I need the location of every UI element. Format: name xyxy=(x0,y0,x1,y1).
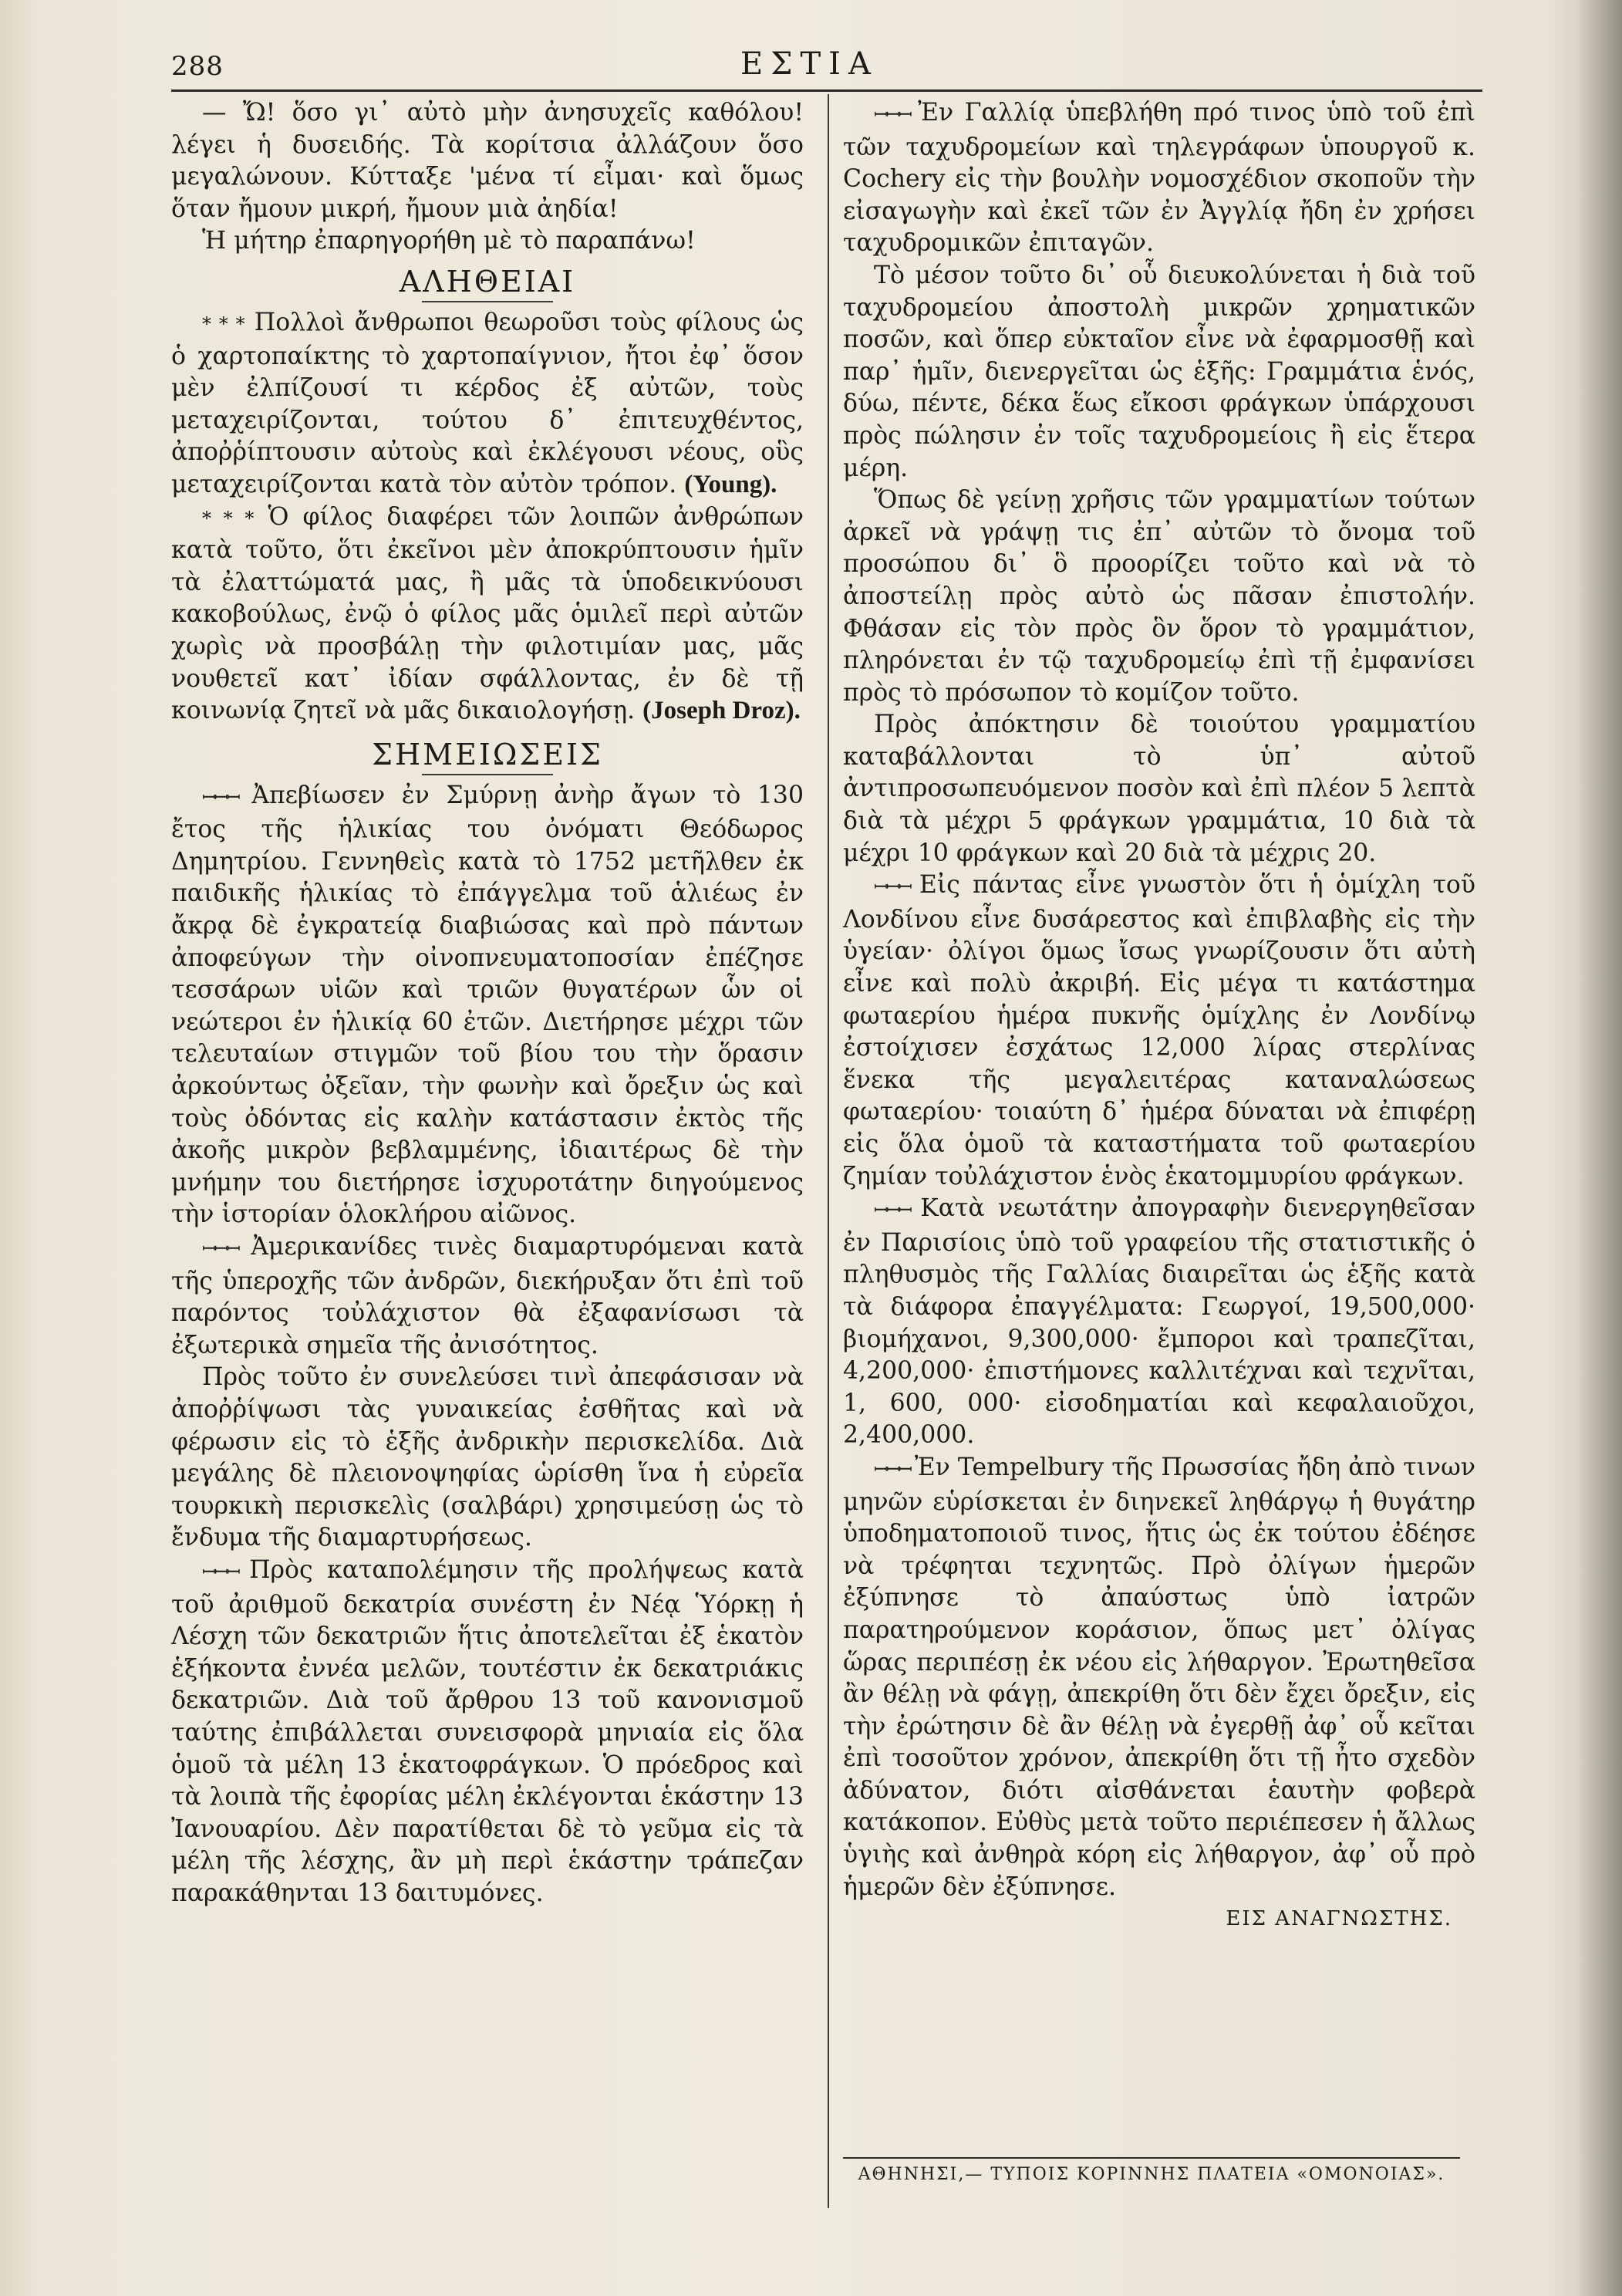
footer-rule xyxy=(843,2157,1460,2159)
ornament-icon: ꟷꟷꟷ xyxy=(202,788,252,808)
note-paragraph xyxy=(843,1193,1475,1452)
ornament-icon: ꟷꟷꟷ xyxy=(874,1201,921,1221)
section-heading-aletheiai: ΑΛΗΘΕΙΑΙ xyxy=(399,264,576,299)
note-text: Πρὸς ἀπόκτησιν δὲ τοιούτου γραμματίου καταβάλλονται τὸ ὑπ᾽ αὐτοῦ ἀντιπροσωπευόμενον ποσὸν καὶ ἐπὶ πλέον 5 λεπτὰ διὰ τὰ μέχρι 5 φράγκων γραμμάτια, 10 διὰ τὰ μέχρι 10 φράγκων καὶ 20 διὰ τὰ μέχρις 20. xyxy=(843,711,1475,867)
dialogue-paragraph: — Ὤ! ὅσο γι᾽ αὐτὸ μὴν ἀνησυχεῖς καθόλου! λέγει ἡ δυσειδής. Τὰ κορίτσια ἀλλάζουν ὅσο μεγαλώνουν. Κύτταξε 'μένα τί εἶμαι· καὶ ὅμως ὅταν ἤμουν μικρή, ἤμουν μιὰ ἀηδία! xyxy=(171,99,804,223)
section-heading-semeioseis: ΣΗΜΕΙΩΣΕΙΣ xyxy=(372,737,603,772)
note-paragraph xyxy=(843,260,1475,485)
note-text: Πρὸς καταπολέμησιν τῆς προλήψεως κατὰ τοῦ ἀριθμοῦ δεκατρία συνέστη ἐν Νέᾳ Ὑόρκῃ ἡ Λέσχη τῶν δεκατριῶν ἥτις ἀποτελεῖται ἐξ ἑκατὸν ἑξήκοντα ἐννέα μελῶν, τουτέστιν ἐκ δεκατριάκις δεκατριῶν. Διὰ τοῦ ἄρθρου 13 τοῦ κανονισμοῦ ταύτης ἐπιβάλλεται συνεισφορὰ μηνιαία εἰς ὅλα ὁμοῦ τὰ μέλη 13 ἑκατοφράγκων. Ὁ πρόεδρος καὶ τὰ λοιπὰ τῆς ἐφορίας μέλη ἐκλέγονται ἑκάστην 13 Ἰανουαρίου. Δὲν παρατίθεται δὲ τὸ γεῦμα εἰς τὰ μέλη τῆς λέσχης, ἂν μὴ περὶ ἑκάστην τράπεζαν παρακάθηνται 13 δαιτυμόνες. xyxy=(171,1555,804,1907)
heading-rule xyxy=(422,301,553,302)
signature: ΕΙΣ ΑΝΑΓΝΩΣΤΗΣ. xyxy=(1226,1907,1452,1931)
note-paragraph xyxy=(843,97,1475,260)
maxim-text: Ὁ φίλος διαφέρει τῶν λοιπῶν ἀνθρώπων κατὰ τοῦτο, ὅτι ἐκεῖνοι μὲν ἀποκρύπτουσιν ἡμῖν τὰ ἐλαττώματά μας, ἢ μᾶς τὰ ὑποδεικνύουσι κακοβούλως, ἐνῷ ὁ φίλος μᾶς ὁμιλεῖ περὶ αὐτῶν χωρὶς νὰ προσβάλῃ τὴν φιλοτιμίαν μας, μᾶς νουθετεῖ κατ᾽ ἰδίαν σφάλλοντας, ἐν δὲ τῇ κοινωνίᾳ ζητεῖ νὰ μᾶς δικαιολογήσῃ. xyxy=(171,502,804,725)
maxim-paragraph xyxy=(171,501,804,728)
note-paragraph xyxy=(171,1231,804,1362)
note-text: Τὸ μέσον τοῦτο δι᾽ οὗ διευκολύνεται ἡ διὰ τοῦ ταχυδρομείου ἀποστολὴ μικρῶν χρηματικῶν ποσῶν, καὶ ὅπερ εὐκταῖον εἶνε νὰ ἐφαρμοσθῇ καὶ παρ᾽ ἡμῖν, διενεργεῖται ὡς ἑξῆς: Γραμμάτια ἑνός, δύω, πέντε, δέκα ἕως εἴκοσι φράγκων ὑπάρχουσι πρὸς πώλησιν ἐν τοῖς ταχυδρομείοις ἢ εἰς ἕτερα μέρη. xyxy=(843,261,1475,482)
note-text: Ὅπως δὲ γείνῃ χρῆσις τῶν γραμματίων τούτων ἀρκεῖ νὰ γράψῃ τις ἐπ᾽ αὐτῶν τὸ ὄνομα τοῦ προσώπου δι᾽ ὃ προορίζει τοῦτο καὶ νὰ τὸ ἀποστείλῃ πρὸς αὐτὸ ὡς πᾶσαν ἐπιστολήν. Φθάσαν εἰς τὸν πρὸς ὃν ὅρον τὸ γραμμάτιον, πληρόνεται ἐν τῷ ταχυδρομείῳ ἐπὶ τῇ ἐμφανίσει πρὸς τὸ πρόσωπον τὸ κομίζον τοῦτο. xyxy=(843,486,1475,707)
header-rule xyxy=(171,89,1482,92)
note-paragraph xyxy=(171,1362,804,1555)
maxim-author: (Young). xyxy=(684,470,777,498)
running-title: ΕΣΤΙΑ xyxy=(740,46,878,82)
note-text: Ἐν Γαλλίᾳ ὑπεβλήθη πρό τινος ὑπὸ τοῦ ἐπὶ τῶν ταχυδρομείων καὶ τηλεγράφων ὑπουργοῦ κ. Cochery εἰς τὴν βουλὴν νομοσχέδιον σκοποῦν τὴν εἰσαγωγὴν καὶ ἐκεῖ τῶν ἐν Ἀγγλίᾳ ἤδη ἐν χρήσει ταχυδρομικῶν ἐπιταγῶν. xyxy=(843,99,1476,258)
note-text: Κατὰ νεωτάτην ἀπογραφὴν διενεργηθεῖσαν ἐν Παρισίοις ὑπὸ τοῦ γραφείου τῆς στατιστικῆς ὁ πληθυσμὸς τῆς Γαλλίας διαιρεῖται ὡς ἑξῆς κατὰ τὰ διάφορα ἐπαγγέλματα: Γεωργοί, 19,500,000· βιομήχανοι, 9,300,000· ἔμποροι καὶ τραπεζῖται, 4,200,000· ἐπιστήμονες καλλιτέχναι καὶ τεχνῖται, 1, 600, 000· εἰσοδηματίαι καὶ κεφαλαιοῦχοι, 2,400,000. xyxy=(843,1194,1475,1450)
note-text: Πρὸς τοῦτο ἐν συνελεύσει τινὶ ἀπεφάσισαν νὰ ἀποῤῥίψωσι τὰς γυναικείας ἐσθῆτας καὶ νὰ φέρωσιν εἰς τὸ ἑξῆς ἀνδρικὴν περισκελίδα. Διὰ μεγάλης δὲ πλειονοψηφίας ὡρίσθη ἵνα ἡ εὐρεῖα τουρκικὴ περισκελὶς (σαλβάρι) χρησιμεύσῃ ὡς τὸ ἔνδυμα τῆς διαμαρτυρήσεως. xyxy=(171,1363,804,1552)
note-paragraph xyxy=(843,485,1475,709)
ornament-icon: ꟷꟷꟷ xyxy=(874,878,919,898)
asterism-mark: * * * xyxy=(202,312,245,335)
dialogue-paragraph: Ἡ μήτηρ ἐπαρηγορήθη μὲ τὸ παραπάνω! xyxy=(202,227,696,255)
maxim-author: (Joseph Droz). xyxy=(642,697,801,725)
page-edge-shadow xyxy=(1576,0,1622,2296)
asterism-mark: * * * xyxy=(202,507,255,529)
note-paragraph xyxy=(843,869,1475,1193)
page-number: 288 xyxy=(171,51,224,82)
maxim-paragraph xyxy=(171,307,804,501)
right-column xyxy=(843,97,1475,1936)
note-paragraph xyxy=(843,709,1475,869)
ornament-icon: ꟷꟷꟷ xyxy=(874,1460,915,1480)
left-column xyxy=(171,97,804,1909)
ornament-icon: ꟷꟷꟷ xyxy=(874,106,919,125)
note-text: Ἀπεβίωσεν ἐν Σμύρνῃ ἀνὴρ ἄγων τὸ 130 ἔτος τῆς ἡλικίας του ὀνόματι Θεόδωρος Δημητρίου. Γεννηθεὶς κατὰ τὸ 1752 μετῆλθεν ἐκ παιδικῆς ἡλικίας τὸ ἐπάγγελμα τοῦ ἁλιέως ἐν ἄκρᾳ δὲ ἐγκρατείᾳ διαβιώσας καὶ πρὸ πάντων ἀποφεύγων τὴν οἰνοπνευματοποσίαν ἐπέζησε τεσσάρων υἱῶν καὶ τριῶν θυγατέρων ὧν οἱ νεώτεροι ἐν ἡλικίᾳ 60 ἐτῶν. Διετήρησε μέχρι τῶν τελευταίων στιγμῶν τοῦ βίου του τὴν ὅρασιν ἀρκούντως ὀξεῖαν, τὴν φωνὴν καὶ ὄρεξιν ὡς καὶ τοὺς ὀδόντας εἰς καλὴν κατάστασιν ἐκτὸς τῆς ἀκοῆς μικρὸν βεβλαμμένης, ἰδιαιτέρως δὲ τὴν μνήμην του διετήρησε ἰσχυροτάτην διηγούμενος τὴν ἱστορίαν ὁλοκλήρου αἰῶνος. xyxy=(171,781,804,1229)
note-paragraph xyxy=(171,1555,804,1910)
note-paragraph xyxy=(843,1452,1475,1903)
printer-imprint: ΑΘΗΝΗΣΙ,— ΤΥΠΟΙΣ ΚΟΡΙΝΝΗΣ ΠΛΑΤΕΙΑ «ΟΜΟΝΟΙΑΣ». xyxy=(858,2165,1445,2184)
ornament-icon: ꟷꟷꟷ xyxy=(202,1240,251,1259)
heading-rule xyxy=(422,774,553,775)
column-divider xyxy=(828,94,829,2208)
ornament-icon: ꟷꟷꟷ xyxy=(202,1562,250,1582)
note-paragraph xyxy=(171,780,804,1231)
maxim-text: Πολλοὶ ἄνθρωποι θεωροῦσι τοὺς φίλους ὡς ὁ χαρτοπαίκτης τὸ χαρτοπαίγνιον, ἤτοι ἐφ᾽ ὅσον μὲν ἐλπίζουσί τι κέρδος ἐξ αὐτῶν, τοὺς μεταχειρίζονται, τούτου δ᾽ ἐπιτευχθέντος, ἀποῤῥίπτουσιν αὐτοὺς καὶ ἐκλέγουσι νέους, οὓς μεταχειρίζονται κατὰ τὸν αὐτὸν τρόπον. xyxy=(171,308,804,498)
note-text: Εἰς πάντας εἶνε γνωστὸν ὅτι ἡ ὁμίχλη τοῦ Λονδίνου εἶνε δυσάρεστος καὶ ἐπιβλαβὴς εἰς τὴν ὑγείαν· ὀλίγοι ὅμως ἴσως γνωρίζουσιν ὅτι αὐτὴ εἶνε καὶ πολὺ ἀκριβή. Εἰς μέγα τι κατάστημα φωταερίου ἡμέρα πυκνῆς ὁμίχλης ἐν Λονδίνῳ ἐστοίχισεν ἐσχάτως 12,000 λίρας στερλίνας ἕνεκα τῆς μεγαλειτέρας καταναλώσεως φωταερίου· τοιαύτη δ᾽ ἡμέρα δύναται νὰ ἐπιφέρῃ εἰς ὅλα ὁμοῦ τὰ καταστήματα τοῦ φωταερίου ζημίαν τοὐλάχιστον ἑνὸς ἑκατομμυρίου φράγκων. xyxy=(843,871,1476,1190)
note-text: Ἀμερικανίδες τινὲς διαμαρτυρόμεναι κατὰ τῆς ὑπεροχῆς τῶν ἀνδρῶν, διεκήρυξαν ὅτι ἐπὶ τοῦ παρόντος τοὐλάχιστον θὰ ἐξαφανίσωσι τὰ ἐξωτερικὰ σημεῖα τῆς ἀνισότητος. xyxy=(171,1233,804,1359)
note-text: Ἐν Tempelbury τῆς Πρωσσίας ἤδη ἀπὸ τινων μηνῶν εὑρίσκεται ἐν διηνεκεῖ ληθάργῳ ἡ θυγάτηρ ὑποδηματοποιοῦ τινος, ἥτις ὡς ἐκ τούτου ἐδέησε νὰ τρέφηται τεχνητῶς. Πρὸ ὀλίγων ἡμερῶν ἐξύπνησε τὸ ἀπαύστως ὑπὸ ἰατρῶν παρατηρούμενον κοράσιον, ὅπως μετ᾽ ὀλίγας ὥρας περιπέσῃ ἐκ νέου εἰς λήθαργον. Ἐρωτηθεῖσα ἂν θέλῃ νὰ φάγῃ, ἀπεκρίθη ὅτι δὲν ἔχει ὄρεξιν, εἰς τὴν ἐρώτησιν δὲ ἂν θέλῃ νὰ ἐγερθῇ ἀφ᾽ οὗ κεῖται ἐπὶ τοσοῦτον χρόνον, ἀπεκρίθη ὅτι τῇ ἦτο σχεδὸν ἀδύνατον, διότι αἰσθάνεται ἑαυτὴν φοβερὰ κατάκοπον. Εὐθὺς μετὰ τοῦτο περιέπεσεν ἡ ἄλλως ὑγιὴς καὶ ἀνθηρὰ κόρη εἰς λήθαργον, ἀφ᾽ οὗ πρὸ ἡμερῶν δὲν ἐξύπνησε. xyxy=(843,1453,1476,1901)
